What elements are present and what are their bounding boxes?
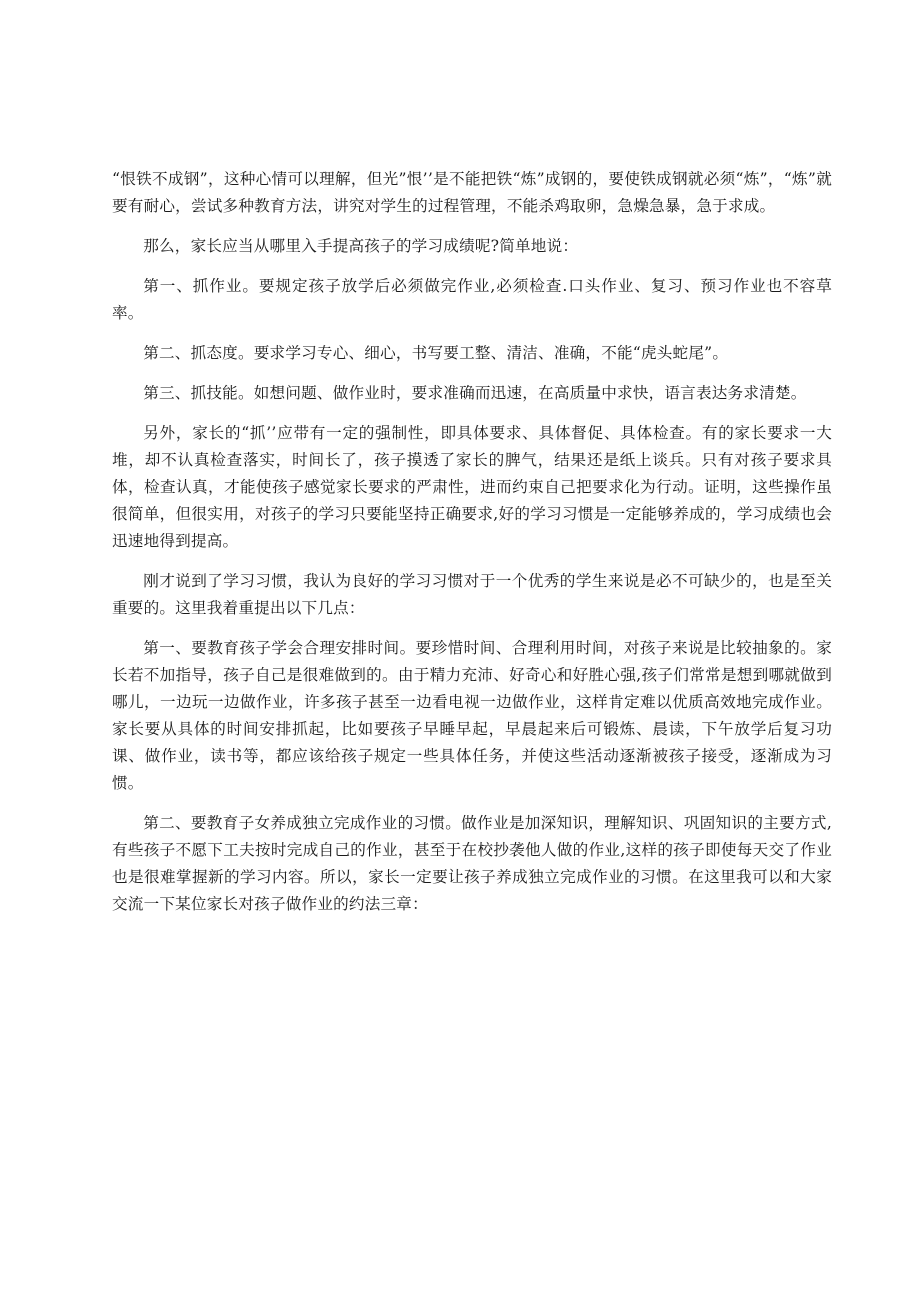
paragraph-study-habits: 刚才说到了学习习惯，我认为良好的学习习惯对于一个优秀的学生来说是必不可缺少的，也是至关重要的。这里我着重提出以下几点： bbox=[112, 572, 832, 617]
document-body bbox=[112, 166, 832, 931]
paragraph-time-management: 第一、要教育孩子学会合理安排时间。要珍惜时间、合理利用时间，对孩子来说是比较抽象的。家长若不加指导，孩子自己是很难做到的。由于精力充沛、好奇心和好胜心强,孩子们常常是想到哪就做到哪儿，一边玩一边做作业，许多孩子甚至一边看电视一边做作业，这样肯定难以优质高效地完成作业。家长要从具体的时间安排抓起，比如要孩子早睡早起，早晨起来后可锻炼、晨读，下午放学后复习功课、做作业，读书等，都应该给孩子规定一些具体任务，并使这些活动逐渐被孩子接受，逐渐成为习惯。 bbox=[112, 639, 832, 792]
paragraph-hate-iron: “恨铁不成钢”，这种心情可以理解，但光”恨’’是不能把铁“炼”成钢的，要使铁成钢就必须“炼”，“炼”就要有耐心，尝试多种教育方法，讲究对学生的过程管理，不能杀鸡取卵，急燥急暴，急于求成。 bbox=[112, 170, 832, 215]
paragraph-independent-homework: 第二、要教育子女养成独立完成作业的习惯。做作业是加深知识，理解知识、巩固知识的主要方式,有些孩子不愿下工夫按时完成自己的作业，甚至于在校抄袭他人做的作业,这样的孩子即使每天交了作业也是很难掌握新的学习内容。所以，家长一定要让孩子养成独立完成作业的习惯。在这里我可以和大家交流一下某位家长对孩子做作业的约法三章： bbox=[112, 814, 832, 913]
paragraph-enforcement: 另外，家长的“抓’’应带有一定的强制性，即具体要求、具体督促、具体检查。有的家长要求一大堆，却不认真检查落实，时间长了，孩子摸透了家长的脾气，结果还是纸上谈兵。只有对孩子要求具体，检查认真，才能使孩子感觉家长要求的严肃性，进而约束自己把要求化为行动。证明，这些操作虽很简单，但很实用，对孩子的学习只要能坚持正确要求,好的学习习惯是一定能够养成的，学习成绩也会迅速地得到提高。 bbox=[112, 424, 832, 550]
paragraph-where-to-start: 那么，家长应当从哪里入手提高孩子的学习成绩呢?简单地说： bbox=[143, 237, 579, 255]
paragraph-skills: 第三、抓技能。如想问题、做作业时，要求准确而迅速，在高质量中求快，语言表达务求清楚。 bbox=[143, 384, 807, 402]
paragraph-homework: 第一、抓作业。要规定孩子放学后必须做完作业,必须检查.口头作业、复习、预习作业也不容草率。 bbox=[112, 277, 832, 322]
paragraph-attitude: 第二、抓态度。要求学习专心、细心，书写要工整、清洁、准确，不能“虎头蛇尾”。 bbox=[143, 344, 729, 362]
